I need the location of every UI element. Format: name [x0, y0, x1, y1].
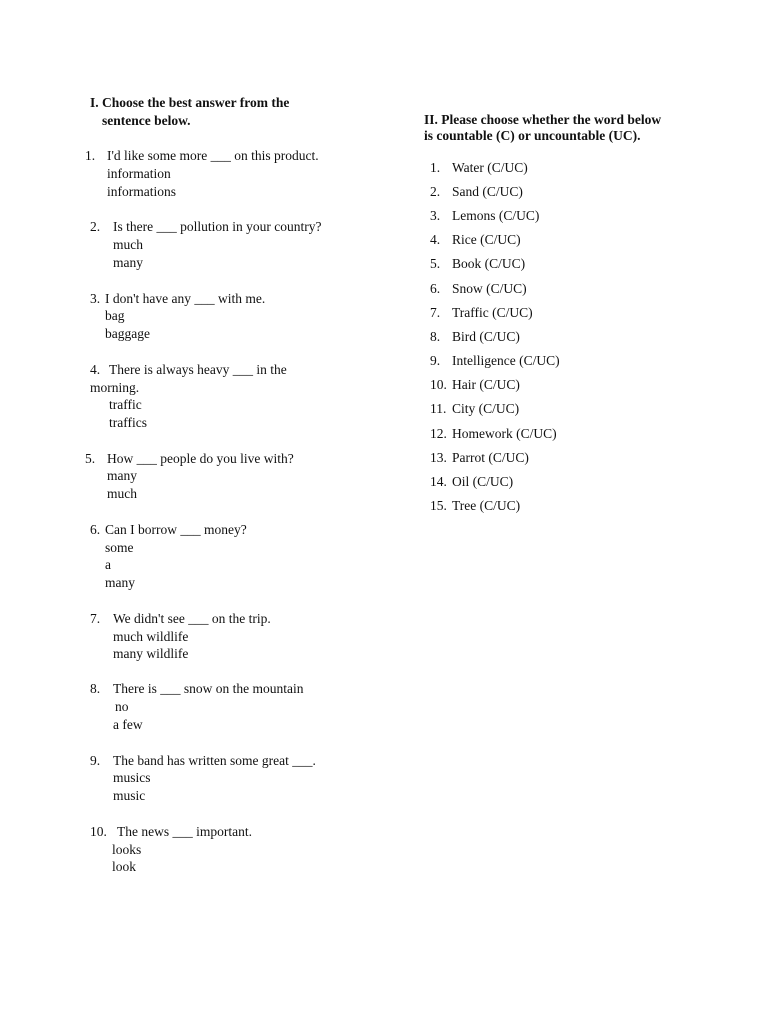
- answer-option[interactable]: much wildlife: [113, 629, 189, 644]
- question-number: 9.: [90, 753, 101, 768]
- item-text: Lemons (C/UC): [452, 208, 540, 223]
- answer-option[interactable]: baggage: [105, 326, 150, 341]
- item-number: 10.: [430, 377, 447, 392]
- item-number: 15.: [430, 498, 447, 513]
- item-number: 3.: [430, 208, 441, 223]
- answer-option[interactable]: much: [107, 486, 137, 501]
- answer-option[interactable]: looks: [112, 842, 142, 857]
- question-text: I don't have any ___ with me.: [105, 291, 266, 306]
- section2-heading-line1: II. Please choose whether the word below: [424, 112, 662, 127]
- item-text: Parrot (C/UC): [452, 450, 529, 465]
- item-text: Water (C/UC): [452, 160, 528, 175]
- item-number: 12.: [430, 426, 447, 441]
- answer-option[interactable]: information: [107, 166, 171, 181]
- item-text: Bird (C/UC): [452, 329, 520, 344]
- question-number: 5.: [85, 451, 96, 466]
- answer-option[interactable]: no: [115, 699, 129, 714]
- answer-option[interactable]: traffic: [109, 397, 142, 412]
- item-text: Oil (C/UC): [452, 474, 514, 489]
- question-number: 8.: [90, 681, 101, 696]
- item-number: 8.: [430, 329, 441, 344]
- question-text: Can I borrow ___ money?: [105, 522, 247, 537]
- item-text: Snow (C/UC): [452, 281, 527, 296]
- question-number: 4.: [90, 362, 101, 377]
- answer-option[interactable]: informations: [107, 184, 176, 199]
- question-text: We didn't see ___ on the trip.: [113, 611, 271, 626]
- item-number: 5.: [430, 256, 441, 271]
- question-text-continued: morning.: [90, 380, 140, 395]
- item-number: 7.: [430, 305, 441, 320]
- item-number: 4.: [430, 232, 441, 247]
- answer-option[interactable]: a few: [113, 717, 143, 732]
- item-number: 6.: [430, 281, 441, 296]
- item-number: 9.: [430, 353, 441, 368]
- answer-option[interactable]: music: [113, 788, 146, 803]
- question-text: There is always heavy ___ in the: [109, 362, 287, 377]
- item-number: 13.: [430, 450, 447, 465]
- question-number: 7.: [90, 611, 101, 626]
- answer-option[interactable]: many: [105, 575, 135, 590]
- answer-option[interactable]: look: [112, 859, 137, 874]
- question-text: The news ___ important.: [117, 824, 252, 839]
- item-text: Rice (C/UC): [452, 232, 521, 247]
- question-number: 1.: [85, 148, 96, 163]
- answer-option[interactable]: some: [105, 540, 134, 555]
- answer-option[interactable]: traffics: [109, 415, 147, 430]
- item-text: Book (C/UC): [452, 256, 526, 271]
- question-text: There is ___ snow on the mountain: [113, 681, 304, 696]
- item-number: 11.: [430, 401, 447, 416]
- question-text: I'd like some more ___ on this product.: [107, 148, 319, 163]
- question-number: 2.: [90, 219, 101, 234]
- item-text: Traffic (C/UC): [452, 305, 533, 320]
- answer-option[interactable]: musics: [113, 770, 151, 785]
- question-text: Is there ___ pollution in your country?: [113, 219, 322, 234]
- answer-option[interactable]: a: [105, 557, 111, 572]
- answer-option[interactable]: many: [113, 255, 143, 270]
- item-number: 1.: [430, 160, 441, 175]
- answer-option[interactable]: much: [113, 237, 143, 252]
- item-text: Hair (C/UC): [452, 377, 520, 392]
- answer-option[interactable]: many: [107, 468, 137, 483]
- answer-option[interactable]: many wildlife: [113, 646, 189, 661]
- section2-heading-line2: is countable (C) or uncountable (UC).: [424, 128, 641, 143]
- item-number: 14.: [430, 474, 447, 489]
- item-text: Intelligence (C/UC): [452, 353, 560, 368]
- item-text: City (C/UC): [452, 401, 520, 416]
- section1-heading-line2: sentence below.: [102, 113, 191, 128]
- answer-option[interactable]: bag: [105, 308, 125, 323]
- section1-heading-line1: I. Choose the best answer from the: [90, 95, 290, 110]
- item-text: Sand (C/UC): [452, 184, 523, 199]
- item-text: Homework (C/UC): [452, 426, 557, 441]
- question-number: 6.: [90, 522, 101, 537]
- question-number: 3.: [90, 291, 101, 306]
- question-text: How ___ people do you live with?: [107, 451, 294, 466]
- question-number: 10.: [90, 824, 107, 839]
- item-number: 2.: [430, 184, 441, 199]
- question-text: The band has written some great ___.: [113, 753, 316, 768]
- item-text: Tree (C/UC): [452, 498, 521, 513]
